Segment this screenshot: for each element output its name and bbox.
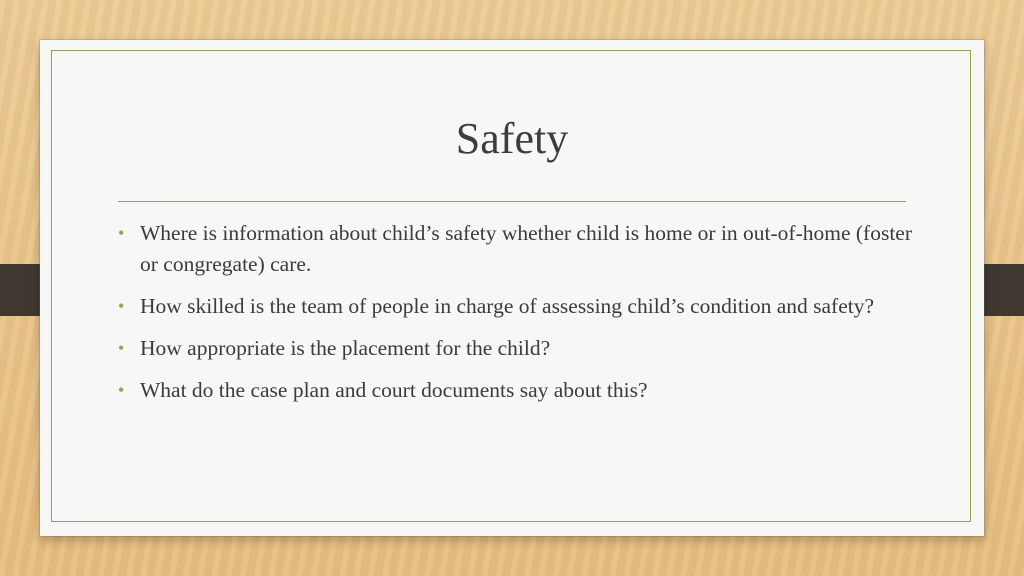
bullet-dot-icon: • — [118, 380, 125, 400]
bullet-text: How appropriate is the placement for the child? — [140, 336, 551, 360]
bullet-dot-icon: • — [118, 223, 125, 243]
bullet-list — [118, 218, 918, 417]
bullet-dot-icon: • — [118, 338, 125, 358]
bullet-text: What do the case plan and court documents say about this? — [140, 378, 648, 402]
bullet-text: How skilled is the team of people in charge of assessing child’s condition and safety? — [140, 294, 875, 318]
slide-title: Safety — [455, 114, 569, 163]
bullet-text: Where is information about child’s safety whether child is home or in out-of-home (foster or congregate) care. — [140, 221, 912, 276]
bullet-item — [118, 291, 918, 322]
title-divider — [118, 201, 906, 202]
bullet-item — [118, 218, 918, 280]
bullet-item — [118, 375, 918, 406]
bullet-dot-icon: • — [118, 296, 125, 316]
slide-card — [40, 40, 984, 536]
bullet-item — [118, 333, 918, 364]
